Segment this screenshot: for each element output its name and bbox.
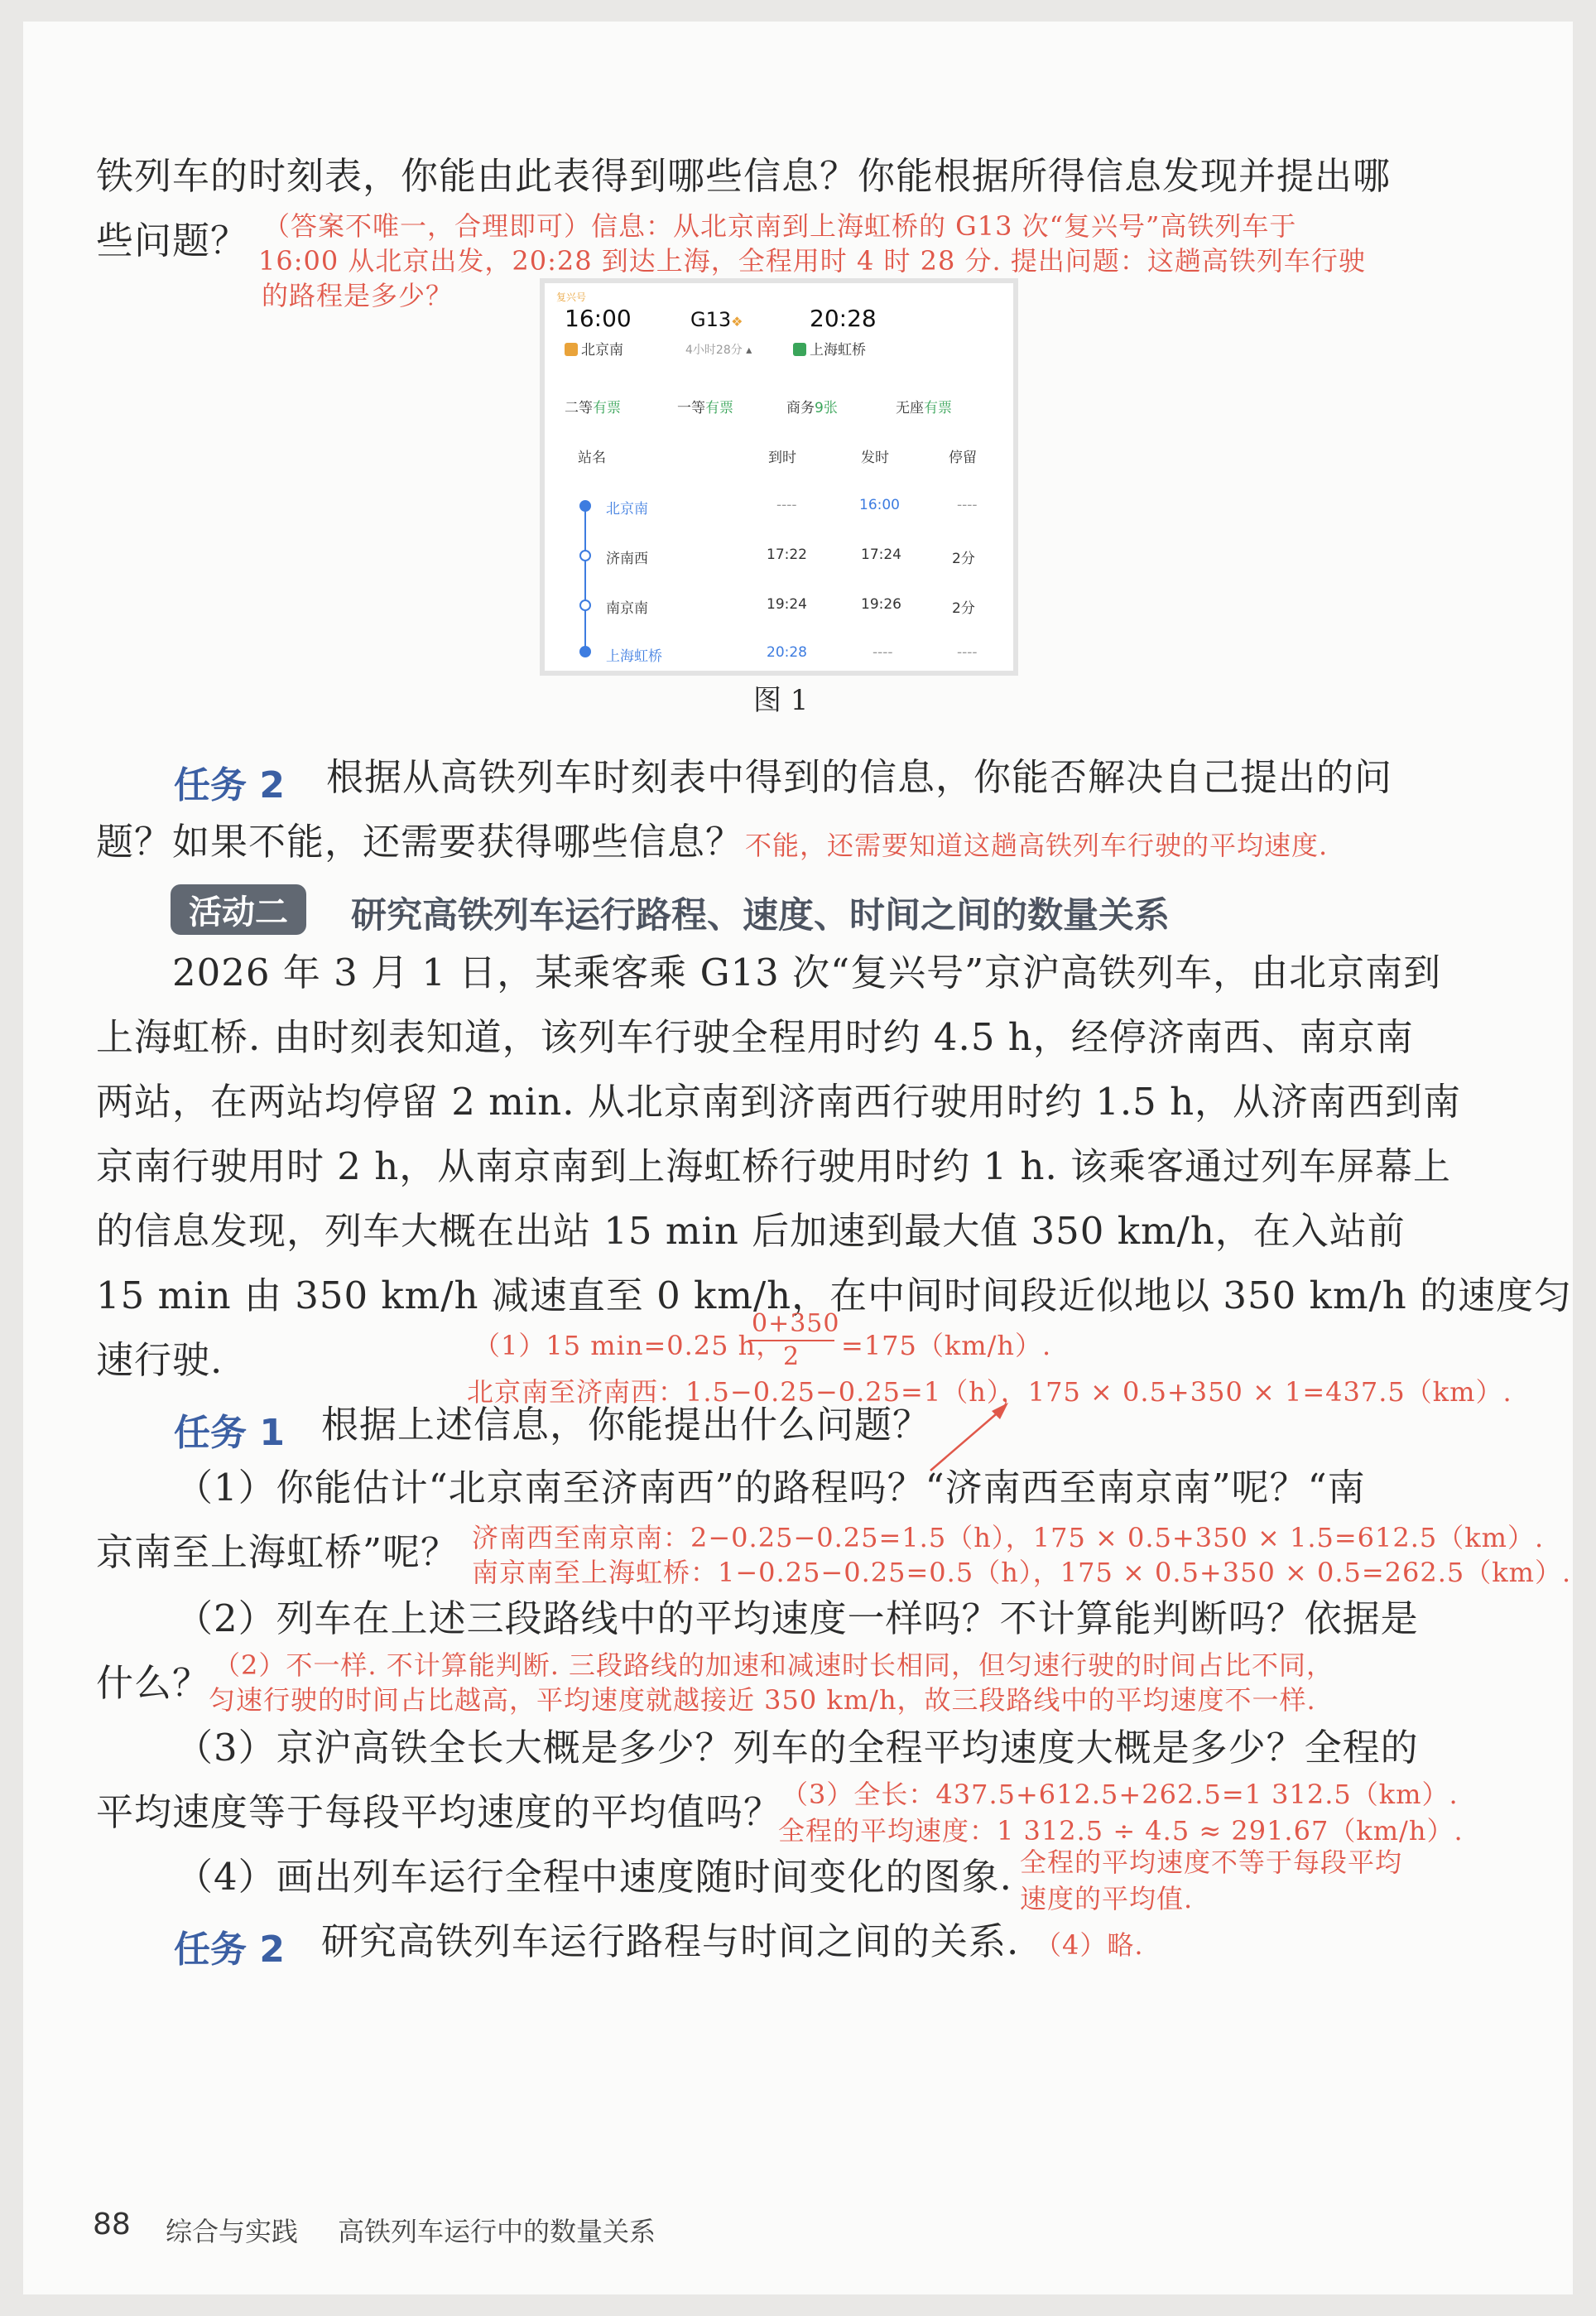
train-number — [690, 308, 743, 331]
header-depart: 发时 — [861, 450, 889, 466]
row-2-stop: 2分 — [952, 551, 975, 567]
row-4-stop: ---- — [957, 644, 978, 661]
row-1-arrive: ---- — [776, 497, 797, 513]
task-2b-answer: （4）略. — [1035, 1929, 1144, 1961]
q3-line-1: （3）京沪高铁全长大概是多少？列车的全程平均速度大概是多少？全程的 — [175, 1726, 1419, 1770]
q2-line-2: 什么？ — [96, 1661, 211, 1705]
para-line-7: 速行驶. — [96, 1338, 224, 1382]
row-4-station: 上海虹桥 — [606, 648, 662, 665]
para-line-2: 上海虹桥. 由时刻表知道，该列车行驶全程用时约 4.5 h，经停济南西、南京南 — [96, 1015, 1414, 1059]
task-2b-label: 任务 2 — [174, 1928, 285, 1971]
intro-line-2: 些问题？ — [96, 219, 249, 262]
q3-answer-2: 全程的平均速度：1 312.5 ÷ 4.5 ≈ 291.67（km/h）. — [778, 1815, 1464, 1847]
q1-line-1: （1）你能估计“北京南至济南西”的路程吗？“济南西至南京南”呢？“南 — [175, 1466, 1366, 1509]
footer-section: 综合与实践 — [166, 2216, 299, 2247]
answer-q1-line-2: 北京南至济南西：1.5−0.25−0.25=1（h），175 × 0.5+350 × 1=437.5（km）. — [467, 1376, 1512, 1408]
task-2-label: 任务 2 — [174, 764, 285, 807]
q3-answer-1: （3）全长：437.5+612.5+262.5=1 312.5（km）. — [781, 1779, 1459, 1810]
answer-1-line-1: （答案不唯一，合理即可）信息：从北京南到上海虹桥的 G13 次“复兴号”高铁列车于 — [263, 210, 1297, 242]
row-3-arrive: 19:24 — [767, 596, 807, 613]
para-line-4: 京南行驶用时 2 h，从南京南到上海虹桥行驶用时约 1 h. 该乘客通过列车屏幕上 — [96, 1144, 1452, 1188]
q4-line-1: （4）画出列车运行全程中速度随时间变化的图象. — [175, 1855, 1012, 1899]
seat-class: 二等 — [565, 400, 593, 416]
route-start-dot — [579, 500, 591, 512]
route-line — [584, 505, 586, 651]
task-1-label: 任务 1 — [174, 1412, 285, 1454]
task-2b-text: 研究高铁列车运行路程与时间之间的关系. — [321, 1919, 1020, 1963]
answer-1-line-3: 的路程是多少？ — [262, 280, 454, 311]
row-4-arrive: 20:28 — [767, 644, 807, 661]
route-end-dot — [579, 646, 591, 657]
answer-q1-suffix: =175（km/h）. — [841, 1330, 1052, 1361]
row-4-depart: ---- — [873, 644, 893, 661]
task-2-line-1: 根据从高铁列车时刻表中得到的信息，你能否解决自己提出的问 — [326, 755, 1393, 799]
intro-line-1: 铁列车的时刻表，你能由此表得到哪些信息？你能根据所得信息发现并提出哪 — [96, 154, 1392, 198]
activity-2-badge: 活动二 — [171, 884, 306, 935]
page-number: 88 — [93, 2208, 131, 2241]
seat-status: 有票 — [924, 400, 952, 416]
seat-status: 有票 — [593, 400, 621, 416]
train-number-label: G13 — [690, 308, 732, 331]
seat-first-class — [677, 396, 733, 416]
seat-class: 商务 — [786, 400, 815, 416]
q1-answer-2: 南京南至上海虹桥：1−0.25−0.25=0.5（h），175 × 0.5+350 × 0.5=262.5（km）. — [472, 1557, 1572, 1588]
seat-class: 一等 — [677, 400, 705, 416]
header-station: 站名 — [578, 450, 606, 466]
footer-title: 高铁列车运行中的数量关系 — [338, 2216, 656, 2247]
brand-label: 复兴号 — [556, 291, 587, 303]
task-1-text: 根据上述信息，你能提出什么问题？ — [321, 1403, 931, 1447]
arrive-station-icon — [793, 343, 806, 356]
answer-q1-fraction — [748, 1308, 840, 1373]
q1-answer-1: 济南西至南京南：2−0.25−0.25=1.5（h），175 × 0.5+350 × 1.5=612.5（km）. — [472, 1522, 1545, 1553]
seat-status: 有票 — [705, 400, 733, 416]
para-line-1: 2026 年 3 月 1 日，某乘客乘 G13 次“复兴号”京沪高铁列车，由北京南到 — [172, 951, 1442, 994]
row-2-depart: 17:24 — [861, 546, 901, 563]
seat-class: 无座 — [896, 400, 924, 416]
q4-answer-1: 全程的平均速度不等于每段平均 — [1020, 1847, 1403, 1878]
depart-time: 16:00 — [565, 305, 632, 332]
route-stop-dot — [579, 599, 591, 611]
fraction-denominator: 2 — [782, 1342, 800, 1371]
row-3-stop: 2分 — [952, 600, 975, 617]
q3-line-2: 平均速度等于每段平均速度的平均值吗？ — [96, 1790, 782, 1834]
row-1-depart: 16:00 — [859, 497, 900, 513]
duration — [685, 341, 752, 358]
task-2-line-2: 题？如果不能，还需要获得哪些信息？ — [96, 820, 744, 864]
activity-2-title: 研究高铁列车运行路程、速度、时间之间的数量关系 — [351, 895, 1170, 937]
answer-1-line-2: 16:00 从北京出发，20:28 到达上海，全程用时 4 时 28 分. 提出问题：这趟高铁列车行驶 — [258, 245, 1366, 277]
q1-line-2: 京南至上海虹桥”呢？ — [96, 1530, 459, 1574]
q2-answer-1: （2）不一样. 不计算能判断. 三段路线的加速和减速时长相同，但匀速行驶的时间占比不同， — [214, 1649, 1334, 1681]
header-arrive: 到时 — [768, 450, 796, 466]
row-2-station: 济南西 — [606, 551, 648, 567]
fast-train-icon: ❖ — [731, 314, 743, 330]
row-1-station: 北京南 — [606, 501, 648, 518]
fraction-numerator: 0+350 — [748, 1308, 834, 1341]
seat-status: 9张 — [815, 400, 838, 416]
depart-station — [565, 338, 623, 359]
duration-label: 4小时28分 — [685, 344, 743, 357]
row-3-station: 南京南 — [606, 600, 648, 617]
arrive-station — [793, 338, 866, 359]
seat-second-class — [565, 396, 621, 416]
row-2-arrive: 17:22 — [767, 546, 807, 563]
q4-answer-2: 速度的平均值. — [1020, 1883, 1194, 1914]
task-2-answer: 不能，还需要知道这趟高铁列车行驶的平均速度. — [745, 830, 1329, 861]
para-line-6: 15 min 由 350 km/h 减速直至 0 km/h，在中间时间段近似地以 350 km/h 的速度匀 — [96, 1274, 1573, 1317]
arrive-station-label: 上海虹桥 — [810, 342, 866, 359]
q2-answer-2: 匀速行驶的时间占比越高，平均速度就越接近 350 km/h，故三段路线中的平均速度不一样. — [209, 1684, 1316, 1716]
seat-no-seat — [896, 396, 952, 416]
answer-q1-prefix: （1）15 min=0.25 h， — [474, 1330, 784, 1361]
row-3-depart: 19:26 — [861, 596, 901, 613]
depart-station-label: 北京南 — [581, 342, 623, 359]
row-1-stop: ---- — [957, 497, 978, 513]
para-line-5: 的信息发现，列车大概在出站 15 min 后加速到最大值 350 km/h，在入站前 — [96, 1209, 1406, 1253]
timetable-screenshot — [540, 278, 1018, 676]
arrive-time: 20:28 — [810, 305, 877, 332]
para-line-3: 两站，在两站均停留 2 min. 从北京南到济南西行驶用时约 1.5 h，从济南西到南 — [96, 1080, 1462, 1124]
figure-caption: 图 1 — [753, 684, 809, 717]
q2-line-1: （2）列车在上述三段路线中的平均速度一样吗？不计算能判断吗？依据是 — [175, 1596, 1419, 1640]
route-stop-dot — [579, 550, 591, 561]
expand-icon: ▴ — [746, 344, 752, 357]
depart-station-icon — [565, 343, 578, 356]
seat-business-class — [786, 396, 838, 416]
header-stop: 停留 — [949, 450, 977, 466]
